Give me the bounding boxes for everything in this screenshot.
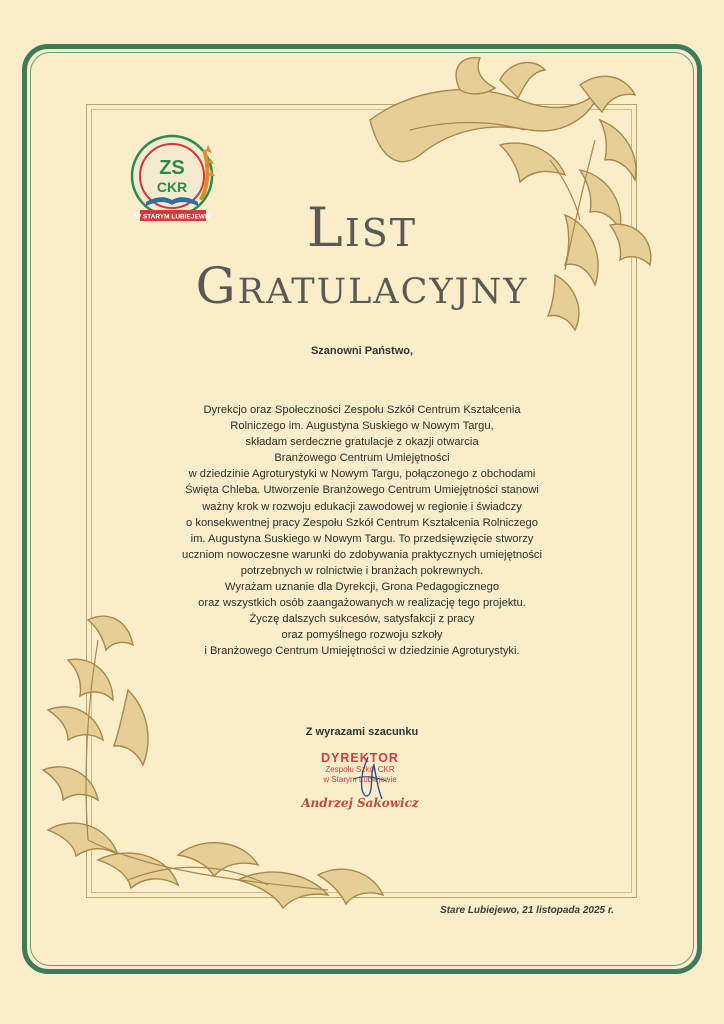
- title-line-1: List: [306, 196, 418, 259]
- body-line: składam serdeczne gratulacje z okazji otwarcia: [245, 436, 479, 449]
- salutation: Szanowni Państwo,: [310, 345, 414, 357]
- body-line: w dziedzinie Agroturystyki w Nowym Targu, połączonego z obchodami: [188, 468, 536, 481]
- body-line: Rolniczego im. Augustyna Suskiego w Nowym Targu,: [230, 420, 494, 433]
- body-line: oraz pomyślnego rozwoju szkoły: [281, 629, 443, 642]
- closing-phrase: Z wyrazami szacunku: [305, 726, 419, 738]
- body-line: im. Augustyna Suskiego w Nowym Targu. To przedsięwzięcie stworzy: [190, 532, 534, 545]
- logo-monogram-top: ZS: [159, 157, 185, 179]
- stamp-name: Andrzej Sakowicz: [301, 796, 419, 810]
- handwritten-signature: [340, 755, 400, 805]
- body-line: Życzę dalszych sukcesów, satysfakcji z pracy: [249, 613, 475, 626]
- body-line: potrzebnych w rolnictwie i branżach pokrewnych.: [240, 564, 484, 577]
- stamp-line-1: Zespołu Szkół CKR: [325, 765, 395, 774]
- body-line: oraz wszystkich osób zaangażowanych w realizację tego projektu.: [198, 597, 526, 610]
- place-and-date: Stare Lubiejewo, 21 listopada 2025 r.: [440, 905, 614, 916]
- body-line: Dyrekcjo oraz Społeczności Zespołu Szkół Centrum Kształcenia: [203, 404, 521, 416]
- body-line: o konsekwentnej pracy Zespołu Szkół Centrum Kształcenia Rolniczego: [186, 516, 538, 529]
- logo-banner-text: W STARYM LUBIEJEWIE: [134, 213, 212, 221]
- title-line-2: Gratulacyjny: [195, 257, 529, 315]
- letter-body: [130, 402, 594, 660]
- stamp-title: DYREKTOR: [321, 751, 399, 765]
- body-line: i Branżowego Centrum Umiejętności w dziedzinie Agroturystyki.: [204, 645, 520, 658]
- body-line: Wyrażam uznanie dla Dyrekcji, Grona Pedagogicznego: [224, 581, 500, 594]
- logo-monogram-bottom: CKR: [156, 179, 188, 195]
- body-line: ważny krok w rozwoju edukacji zawodowej w regionie i świadczy: [202, 500, 522, 513]
- body-line: Święta Chleba. Utworzenie Branżowego Centrum Umiejętności stanowi: [185, 484, 539, 497]
- stamp-line-2: w Starym Lubiejewie: [323, 774, 397, 784]
- body-line: uczniom nowoczesne warunki do zdobywania praktycznych umiejętności: [181, 548, 543, 561]
- body-line: Branżowego Centrum Umiejętności: [274, 452, 450, 465]
